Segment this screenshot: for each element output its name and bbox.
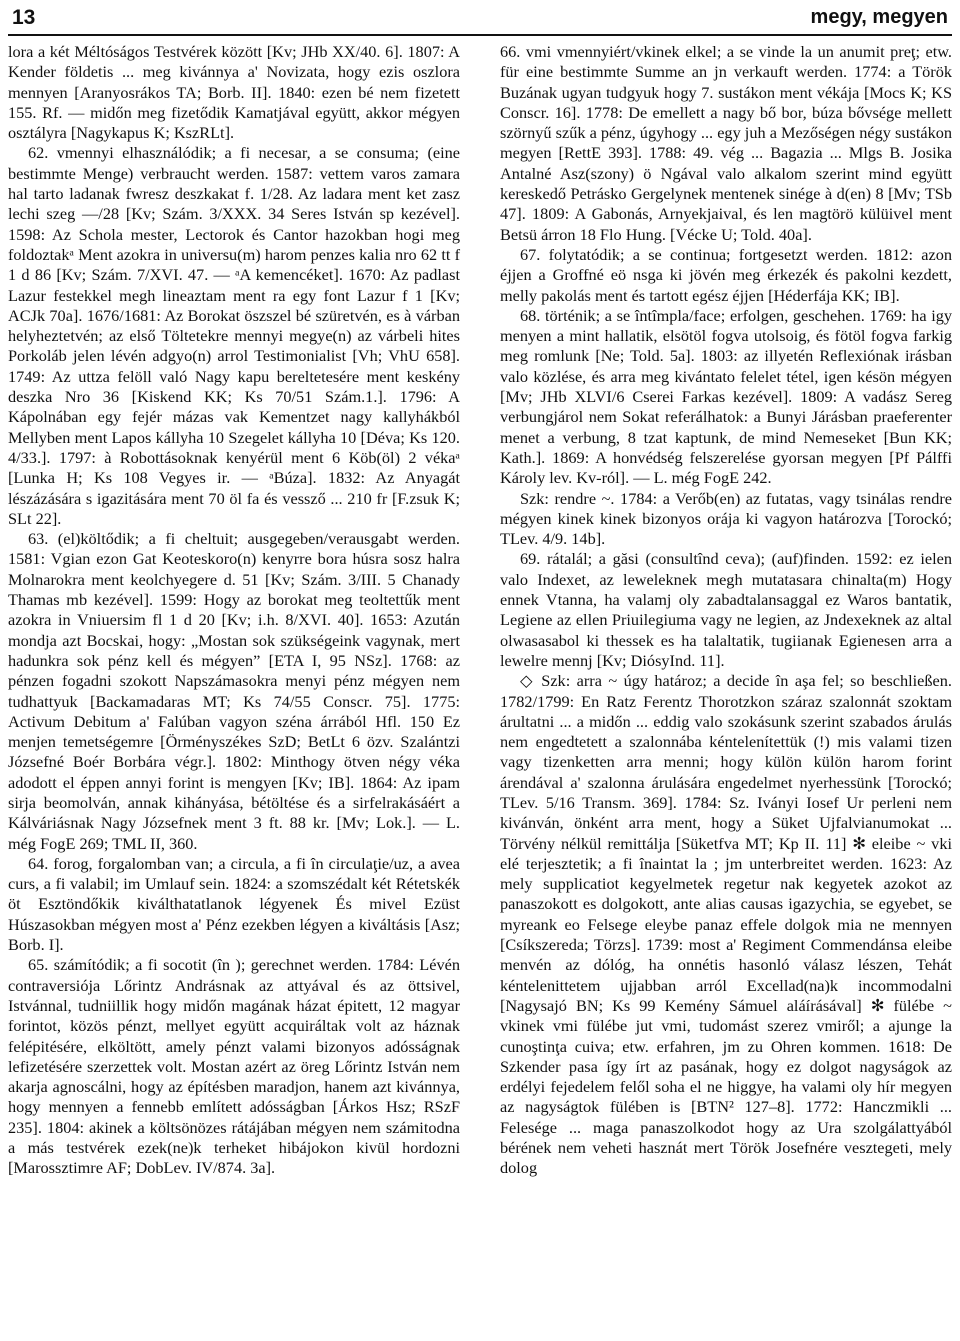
- sense-62: 62. vmennyi elhasználódik; a fi necesar, a se consuma; (eine bestimmte Menge) verbraucht werden. 1587: vettem varos zamara hal tarto ladanak fwresz deszkakat f. 1/28. Az ladara ment ket zasz lechi szeg —/28 [Kv; Szám. 3/XXX. 34 Seres István sp kezével]. 1598: Az Schola mester, Lectorok és Cantor hazokban hogi meg foldoztakᵃ Ment azokra in universu(m) harom penzes kalia nro 62 tt f 1 d 86 [Kv; Szám. 7/XVI. 47. — ᵃA kemencéket]. 1670: Az padlast Lazur festekkel megh lineaztam ment ra egy font Lazur f 1 [Kv; ACJk 70a]. 1676/1681: Az Borokat öszszel bé szüretvén, es à várban helyheztetvén; az első Töltetekre mennyi megye(n) az várbeli hites Porkoláb jelen lévén adgyo(n) arrol Testimonialist [Vh; VhU 658]. 1749: Az uttza felöll való Nagy kapu bereltetesére ment keskény deszka Nro 36 [Kiskend KK; Ks 70/51 Szám.1.]. 1796: A Kápolnában egy fejér mázas vak Kementzet nagy kallyhákból Mellyben ment Lapos kállyha 10 Szegelet kállyha 10 [Déva; Ks 120. 4/33.]. 1797: à Robottásoknak kenyérül ment 6 Köb(öl) 2 vékaᵃ [Lunka H; Ks 108 Vegyes ir. — ᵃBúza]. 1832: Az Anyagát lészázására s igazitására ment 70 öl fa és vessző ... 210 fr [F.zsuk K; SLt 22].: [8, 143, 460, 528]
- running-head: megy, megyen: [810, 6, 948, 28]
- sense-69: 69. rátalál; a găsi (consultînd ceva); (auf)finden. 1592: ez ielen valo Indexet, az leweleknek megh mutatasara chinalta(m) Hogy ennek Vtanna, ha valamj oly zabadtalansaggal ez Waros bantatik, Legiene az ellen Priuilegiuma vagy ne legien, az Jndexeknek az altal olwasasabol ki thessek es ha talaltatik, tugiianak Egienesen arra a lewelre mennj [Kv; DiósyInd. 11].: [500, 549, 952, 670]
- sense-64: 64. forog, forgalomban van; a circula, a fi în circulaţie/uz, a avea curs, a fi valabil; im Umlauf sein. 1824: a szomszédalt két Rétetskék öt Esztöndőkik kiválthatatlanok légyenek És mivel Ezüst Húszasokban mégyen most a' Pénz ezekben légyen a kiváltásis [Asz; Borb. I].: [8, 853, 460, 955]
- page-header: [8, 6, 952, 36]
- sense-68: 68. történik; a se întîmpla/face; erfolgen, geschehen. 1769: ha igy menyen a mint hallatik, elsötöl fogva utolsoig, és fötöl fogva farkig meg romlunk [Ne; Told. 5a]. 1803: az illyetén Reflexiónak irásban valo közlése, és arra meg kivántato felelet tétel, igen késön mégyen [Mv; JHb XLVI/6 Cserei Farkas kezével]. 1809: A vadász Sereg verbungjárol nem Sokat referálhatok: a Bunyi Járásban praeferenter menet a verbung, 8 tzat kaptunk, de mind Nemeseket [Bun KK; Kath.]. 1869: A honvédség felszerelése gyorsan megyen [Pf Pálffi Károly lev. Kv-ról]. — L. még FogE 242.: [500, 305, 952, 488]
- right-column: [500, 42, 952, 1179]
- left-column: [8, 42, 460, 1179]
- sense-63: 63. (el)költődik; a fi cheltuit; ausgegeben/verausgabt werden. 1581: Vgian ezon Gat Keoteskoro(n) kenyrre bora húsra sosz halra Molnarokra ment keolchyegere d. 51 [Kv; Szám. 3/III. 5 Chanady Thamas mb kezével]. 1599: Hogy az borokat meg teoltettűk ment azokra in Vniuersim fl 1 d 20 [Kv; i.h. 8/XVI. 40]. 1653: Azután mondja azt Bocskai, hogy: „Mostan sok szükségeink vagynak, mert hadunkra sok pénz kell és mégyen” [ETA I, 95 NSz]. 1768: az pénzen fogadni szokott Napszámasokra menyi pénz mégyen nem tudhattyuk [Backamadaras MT; Ks 74/55 Conscr. 75]. 1775: Activum Debitum a' Falúban vagyon széna árrából Hfl. 150 Ez menjen temetségemre [Örményszékes SzD; BetLt 6 özv. Szalántzi Józsefné Boér Borbára végr.]. 1802: Minthogy ötven négy véka adodott el éppen annyi forint is mengyen [Kv; IB]. 1864: Az ipam sirja beomolván, annak kihányása, bétöltése és a sirfelrakásáért a Kálváriásnak Nagy Józsefnek ment 3 ft. 88 kr. [Mv; Lok.]. — L. még FogE 269; TML II, 360.: [8, 529, 460, 853]
- sense-66: 66. vmi vmennyiért/vkinek elkel; a se vinde la un anumit preţ; etw. für eine bestimmte Summe an jn verkauft werden. 1774: a Török Buzának ugyan tudgyuk hogy 7. sustákon ment vékája [Mocs K; KS Conscr. 16]. 1778: De emellett a nagy bő bor, búza bővsége mellett szörnyű szűk a pénz, úgyhogy ... egy juh a Mezőségen négy sustákon megyen [RettE 393]. 1788: 49. vég ... Bagazia ... Mlgs B. Josika Antalné Asz(szony) ö Ngával valo alkalom szerint mind együtt kereskedő Petrásko Gergelynek mentenek sinége à d(en) 8 [Mv; TSb 47]. 1809: A Gabonás, Arnyekjaival, és len magtörö külüivel ment Betsü árron 18 Flo Hung. [Vécke U; Told. 40a].: [500, 42, 952, 244]
- page-number: 13: [12, 6, 36, 29]
- entry-continuation: lora a két Méltóságos Testvérek között [Kv; JHb XX/40. 6]. 1807: A Kender földetis ... meg kivánnya a' Novizata, hogy ezis oszlora mennyen [Aranyosrákos TA; Borb. II]. 1840: ezen bé nem fizetett 155. Rf. — midőn meg fizetődik Kamatjával együtt, akkor mégyen osztályra [Nagykapus K; KszRLt].: [8, 42, 460, 143]
- phrase-arra: ◇ Szk: arra ~ úgy határoz; a decide în aşa fel; so beschließen. 1782/1799: En Ratz Ferentz Thorotzkon száraz szalonnát szoktam árultatni ... a midőn ... eddig valo szokásunk szerint szabados árulás nem engedtetett a szalonnába kéntelenítettük (!) mis valami tizen vagy tizenketten arra menni; hogy külön külön harom forint árendával a' szalonna árulására engedelmet nyerhessünk [Torockó; TLev. 5/16 Transm. 369]. 1784: Sz. Iványi Iosef Ur perleni nem kivánván, önként arra ment, hogy a Süket Ujfalvianumokat ... Törvény nélkül remittálja [Süketfva MT; Kp II. 11] ✻ eleibe ~ vki elé terjesztetik; a fi înaintat la ; jm unterbreitet werden. 1623: Az mely supplicatiot kegyelmetek regetur nak kegyetek azokot az panaszokott es dolgokott, ante alias causas igazychia, se egyebet, se myreank eo Felsege eleybe panaz effele dolgok mia ne mennyen [Csíkszereda; Törzs]. 1739: most a' Regiment Commendánsa eleibe menvén az dólóg, ha onnétis hasonló válasz lészen, Tehát kéntelenittetem ujjabban arról Excellad(na)k incommodalni [Nagysajó BN; Ks 99 Kemény Sámuel aláírásával] ✻ fülébe ~ vkinek vmi fülébe jut vmi, tudomást szerez vmiről; a ajunge la cunoştinţa cuiva; etw. erfahren, jm zu Ohren kommen. 1618: De Szkender pasa így írt az pasának, hogy ez dolgot nagyságok az erdélyi fejedelem felől soha el ne higgye, ha valami oly hír megyen az nagyságtok fülében is [BTN² 127–8]. 1772: Hanczmikli ... Felesége ... maga panaszolkodot hogy az Ura szolgálattyából bérének nem veheti hasznát mert Török Josefnére vesztegeti, mely dolog: [500, 671, 952, 1178]
- sense-65: 65. számítódik; a fi socotit (în ); gerechnet werden. 1784: Lévén contraversiója Lőrintz Andrásnak az attyával és az öttsivel, Istvánnal, tudniillik hogy midőn magának házat épitett, 12 magyar forintot, közös pénzt, mellyet együtt acquiráltak volt az háznak felépitésére, elköltött, amely pénzt valami bizonyos adósságnak lefizetésére szerzettek volt. Mostan azért az öreg Lőrintz István nem akarja agnoscálni, hogy az építésben maradjon, hanem azt kivánnya, hogy mennyen a fennebb említett adósságban [Árkos Hsz; RSzF 235]. 1804: akinek a költsönözes rátájában mégyen nem számitodna a más testvérek ezek(ne)k terheket hibájokon kivül hordozni [Marossztimre AF; DobLev. IV/874. 3a].: [8, 955, 460, 1178]
- text-columns: [8, 42, 952, 1179]
- phrase-rendre: Szk: rendre ~. 1784: a Verőb(en) az futatas, vagy tsinálas rendre mégyen kinek kinek bizonyos orája ki vagyon határozva [Torockó; TLev. 4/9. 14b].: [500, 488, 952, 549]
- sense-67: 67. folytatódik; a se continua; fortgesetzt werden. 1812: azon éjjen a Groffné eö nsga ki jövén meg érkezék és pakolni kezdett, melly pakolás ment és tartott egész éjjen [Héderfája KK; IB].: [500, 244, 952, 305]
